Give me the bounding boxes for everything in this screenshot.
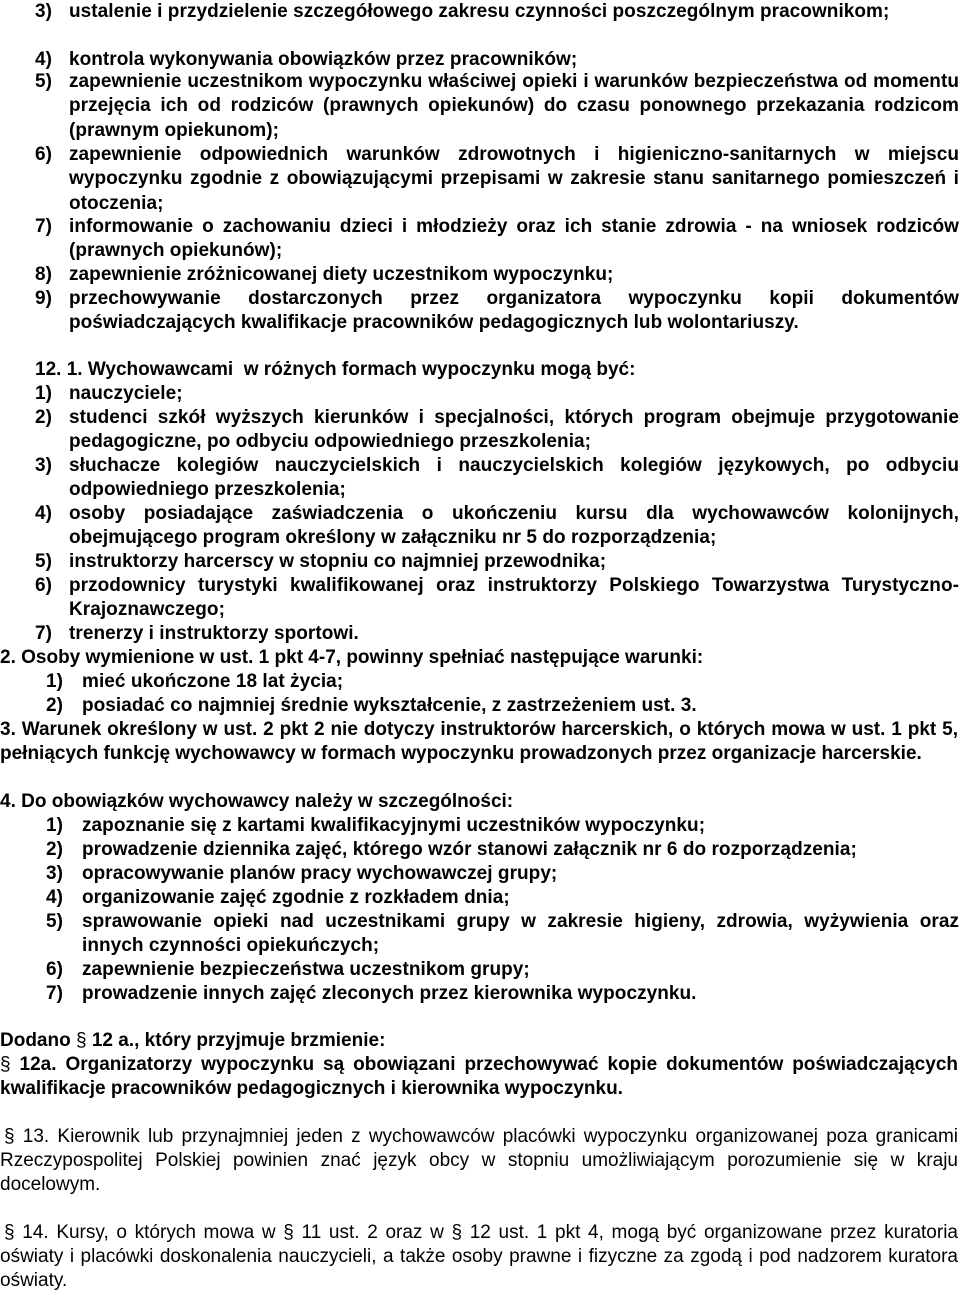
paragraph-ust3 xyxy=(0,718,958,766)
list-text: przodownicy turystyki kwalifikowanej oraz instruktorzy Polskiego Towarzystwa Turystyczno-Krajoznawczego; xyxy=(69,575,959,621)
list-number: 1) xyxy=(46,671,63,692)
list-number: 5) xyxy=(46,911,63,932)
list-number: 9) xyxy=(35,288,52,309)
list-number: 3) xyxy=(35,1,52,22)
list-number: 6) xyxy=(46,959,63,980)
list-number: 7) xyxy=(35,216,52,237)
list-number: 3) xyxy=(35,455,52,476)
section-sign: § xyxy=(76,1030,87,1051)
list-text: informowanie o zachowaniu dzieci i młodzieży oraz ich stanie zdrowia - na wniosek rodziców (prawnych opiekunów); xyxy=(69,216,959,262)
paragraph-ust2: 2. Osoby wymienione w ust. 1 pkt 4-7, powinny spełniać następujące warunki: xyxy=(0,647,704,668)
list-item xyxy=(35,574,959,623)
list-text: zapewnienie zróżnicowanej diety uczestnikom wypoczynku; xyxy=(69,264,614,285)
list-number: 6) xyxy=(35,575,52,596)
list-text: zapewnienie bezpieczeństwa uczestnikom grupy; xyxy=(82,959,530,980)
section-sign: § xyxy=(283,1222,294,1243)
added-body: 12a. Organizatorzy wypoczynku są obowiązani przechowywać kopie dokumentów poświadczających kwalifikacje pracowników pedagogicznych i kierownika wypoczynku. xyxy=(0,1054,958,1099)
paragraph-text xyxy=(0,1221,958,1293)
list-text: sprawowanie opieki nad uczestnikami grupy w zakresie higieny, zdrowia, wyżywienia oraz innych czynności opiekuńczych; xyxy=(82,911,959,957)
added-intro-a: Dodano xyxy=(0,1030,76,1051)
list-number: 5) xyxy=(35,551,52,572)
list-item xyxy=(35,70,959,143)
list-item xyxy=(35,622,959,646)
list-text: mieć ukończone 18 lat życia; xyxy=(82,671,344,692)
list-item xyxy=(46,838,959,862)
added-paragraph xyxy=(0,1053,958,1101)
section-13 xyxy=(0,1125,958,1197)
list-item xyxy=(46,982,959,1006)
list-text: kontrola wykonywania obowiązków przez pracowników; xyxy=(69,49,578,70)
section-sign: § xyxy=(451,1222,463,1243)
list-number: 4) xyxy=(35,49,52,70)
paragraph-text: 3. Warunek określony w ust. 2 pkt 2 nie dotyczy instruktorów harcerskich, o których mowa w ust. 1 pkt 5, pełniących funkcję wychowawcy w formach wypoczynku prowadzonych przez organizacje harcerskie. xyxy=(0,719,958,764)
list-item xyxy=(46,886,959,910)
list-number: 2) xyxy=(46,695,63,716)
list-text: zapewnienie odpowiednich warunków zdrowotnych i higieniczno-sanitarnych w miejscu wypoczynku zgodnie z obowiązującymi przepisami w zakresie stanu sanitarnego pomieszczeń i otoczenia; xyxy=(69,144,959,214)
added-intro-b: 12 a., który przyjmuje brzmienie: xyxy=(86,1030,386,1051)
section-14-part1: 14. Kursy, o których mowa w xyxy=(14,1222,284,1243)
list-number: 4) xyxy=(46,887,63,908)
list-item xyxy=(35,287,959,336)
list-item xyxy=(46,910,959,959)
list-item xyxy=(46,694,959,718)
list-number: 6) xyxy=(35,144,52,165)
list-text: trenerzy i instruktorzy sportowi. xyxy=(69,623,359,644)
list-number: 2) xyxy=(46,839,63,860)
paragraph-text xyxy=(0,1125,958,1197)
list-item xyxy=(46,958,959,982)
list-item xyxy=(35,406,959,455)
list-item xyxy=(35,550,959,574)
list-text: ustalenie i przydzielenie szczegółowego zakresu czynności poszczególnym pracownikom; xyxy=(69,1,890,22)
section-14-part3: 12 ust. 1 pkt 4, mogą być organizowane przez kuratoria oświaty i placówki doskonalenia nauczycieli, a także osoby prawne i fizyczne za zgodą i pod nadzorem kuratora oświaty. xyxy=(0,1222,958,1291)
section-heading: 12. 1. Wychowawcami w różnych formach wypoczynku mogą być: xyxy=(35,359,636,380)
section-sign: § xyxy=(4,1222,15,1243)
section-14 xyxy=(0,1221,958,1293)
list-item xyxy=(35,215,959,264)
list-item xyxy=(35,502,959,551)
list-text: osoby posiadające zaświadczenia o ukończeniu kursu dla wychowawców kolonijnych, obejmującego program określony w załączniku nr 5 do rozporządzenia; xyxy=(69,503,959,549)
list-item xyxy=(46,814,959,838)
list-item xyxy=(35,263,959,287)
list-item xyxy=(35,48,959,72)
list-number: 8) xyxy=(35,264,52,285)
list-item xyxy=(35,143,959,216)
list-text: zapoznanie się z kartami kwalifikacyjnymi uczestników wypoczynku; xyxy=(82,815,706,836)
section-sign: § xyxy=(0,1054,11,1075)
list-number: 7) xyxy=(46,983,63,1004)
list-number: 3) xyxy=(46,863,63,884)
added-intro xyxy=(0,1029,385,1053)
list-number: 2) xyxy=(35,407,52,428)
list-text: słuchacze kolegiów nauczycielskich i nauczycielskich kolegiów językowych, po odbyciu odpowiedniego przeszkolenia; xyxy=(69,455,959,501)
section-14-part2: 11 ust. 2 oraz w xyxy=(293,1222,452,1243)
list-item xyxy=(46,670,959,694)
list-text: organizowanie zajęć zgodnie z rozkładem dnia; xyxy=(82,887,510,908)
list-item xyxy=(46,862,959,886)
list-item xyxy=(35,0,959,24)
list-text: posiadać co najmniej średnie wykształcenie, z zastrzeżeniem ust. 3. xyxy=(82,695,697,716)
list-number: 4) xyxy=(35,503,52,524)
list-text: prowadzenie innych zajęć zleconych przez kierownika wypoczynku. xyxy=(82,983,697,1004)
list-text: opracowywanie planów pracy wychowawczej grupy; xyxy=(82,863,558,884)
list-number: 1) xyxy=(46,815,63,836)
list-text: nauczyciele; xyxy=(69,383,183,404)
paragraph-ust4: 4. Do obowiązków wychowawcy należy w szczególności: xyxy=(0,791,514,812)
list-number: 5) xyxy=(35,71,52,92)
list-item xyxy=(35,382,959,406)
paragraph-text xyxy=(0,1053,958,1101)
list-text: instruktorzy harcerscy w stopniu co najmniej przewodnika; xyxy=(69,551,607,572)
list-text: prowadzenie dziennika zajęć, którego wzór stanowi załącznik nr 6 do rozporządzenia; xyxy=(82,839,857,860)
list-item xyxy=(35,454,959,503)
list-number: 1) xyxy=(35,383,52,404)
section-13-text: 13. Kierownik lub przynajmniej jeden z wychowawców placówki wypoczynku organizowanej poza granicami Rzeczypospolitej Polskiej powinien znać język obcy w stopniu umożliwiającym porozumienie się w kraju docelowym. xyxy=(0,1126,958,1195)
section-sign: § xyxy=(4,1126,15,1147)
list-text: przechowywanie dostarczonych przez organizatora wypoczynku kopii dokumentów poświadczających kwalifikacje pracowników pedagogicznych lub wolontariuszy. xyxy=(69,288,959,334)
list-text: studenci szkół wyższych kierunków i specjalności, których program obejmuje przygotowanie pedagogiczne, po odbyciu odpowiedniego przeszkolenia; xyxy=(69,407,959,453)
list-text: zapewnienie uczestnikom wypoczynku właściwej opieki i warunków bezpieczeństwa od momentu przejęcia ich od rodziców (prawnych opiekunów) do czasu ponownego przekazania rodzicom (prawnym opiekunom); xyxy=(69,71,959,141)
list-number: 7) xyxy=(35,623,52,644)
